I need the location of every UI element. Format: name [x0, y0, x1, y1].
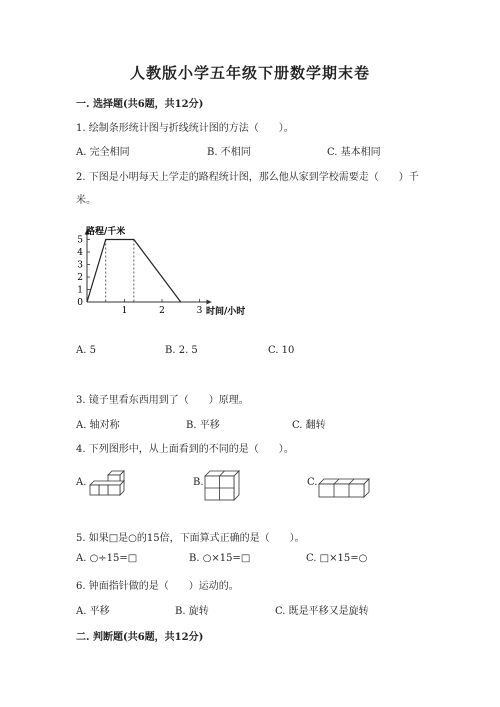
question-1-text: 1. 绘制条形统计图与折线统计图的方法（ ）。 [76, 123, 294, 134]
chart-x-tick-label: 1 [121, 306, 128, 316]
question-2-option-b: B. 2. 5 [165, 345, 198, 356]
question-5-text: 5. 如果□是○的15倍，下面算式正确的是（ ）。 [76, 533, 305, 544]
question-1-option-a: A. 完全相同 [76, 147, 130, 158]
cube-figure-b [203, 470, 243, 502]
cube-figure-a [86, 470, 128, 502]
question-1-option-c: C. 基本相同 [327, 147, 381, 158]
question-2-option-c: C. 10 [268, 345, 295, 356]
chart-y-tick-label: 5 [77, 235, 83, 246]
chart-axes [85, 230, 212, 305]
chart-y-tick-label: 2 [77, 273, 83, 283]
question-2-option-a: A. 5 [76, 345, 96, 356]
chart-y-tick-label: 4 [77, 248, 83, 258]
question-4-option-a: A. [76, 477, 87, 488]
section-heading-choice: 一. 选择题(共6题，共12分) [76, 99, 204, 110]
question-6-option-c: C. 既是平移又是旋转 [275, 606, 369, 617]
question-4-text: 4. 下列图形中，从上面看到的不同的是（ ）。 [76, 444, 294, 455]
question-5-option-b: B. ○×15=□ [189, 553, 251, 564]
question-3-option-b: B. 平移 [186, 420, 220, 431]
chart-x-axis-label: 时间/小时 [206, 307, 246, 317]
chart-y-tick-label: 1 [77, 285, 83, 296]
cube-figure-c [317, 478, 371, 502]
question-3-option-a: A. 轴对称 [76, 420, 120, 431]
section-heading-true-false: 二. 判断题(共6题，共12分) [76, 632, 204, 643]
question-4-option-c: C. [307, 477, 318, 488]
chart-y-axis-label: 路程/千米 [86, 227, 126, 237]
question-2-text-line2: 米。 [76, 195, 96, 206]
question-6-text: 6. 钟面指针做的是（ ）运动的。 [76, 581, 239, 592]
question-6-option-b: B. 旋转 [175, 606, 209, 617]
question-2-text-line1: 2. 下图是小明每天上学走的路程统计图，那么他从家到学校需要走（ ）千 [76, 172, 419, 183]
question-5-option-c: C. □×15=○ [306, 553, 368, 564]
chart-y-tick-label: 0 [77, 298, 83, 308]
distance-time-chart [68, 218, 268, 323]
chart-x-axis-arrow [207, 300, 212, 305]
chart-guides [106, 240, 134, 303]
question-5-option-a: A. ○÷15=□ [76, 553, 138, 564]
chart-y-tick-label: 3 [77, 260, 83, 271]
page-title: 人教版小学五年级下册数学期末卷 [129, 64, 370, 82]
chart-x-tick-label: 2 [159, 306, 165, 316]
question-3-text: 3. 镜子里看东西用到了（ ）原理。 [76, 395, 249, 406]
chart-x-tick-label: 3 [196, 306, 203, 316]
question-1-option-b: B. 不相同 [207, 147, 251, 158]
question-3-option-c: C. 翻转 [292, 420, 326, 431]
question-4-option-b: B. [193, 477, 204, 488]
question-6-option-a: A. 平移 [76, 606, 110, 617]
